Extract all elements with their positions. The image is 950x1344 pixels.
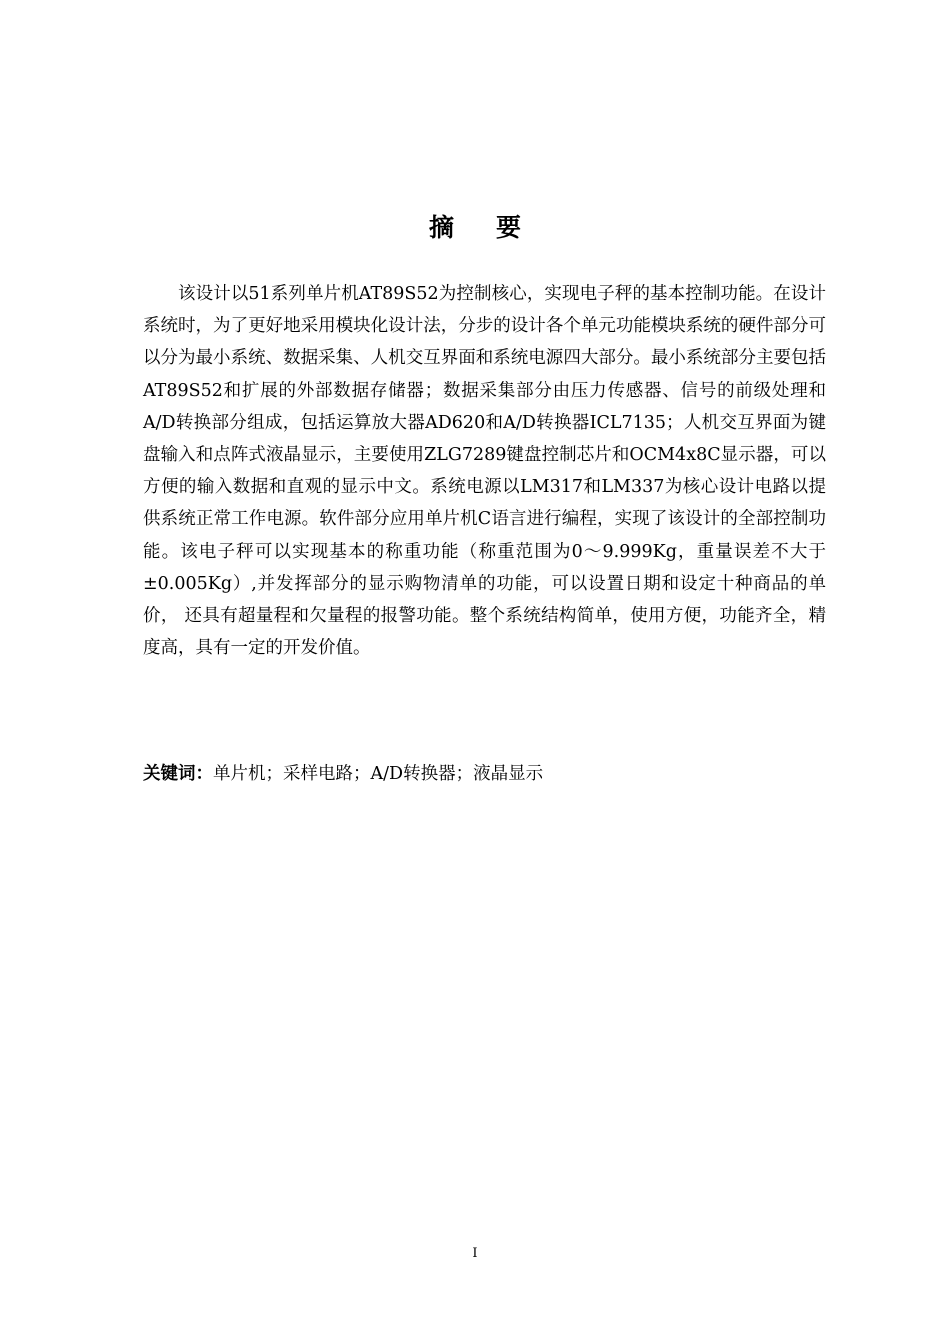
keywords-label: 关键词： (143, 764, 213, 784)
keywords-text: 单片机；采样电路；A/D转换器；液晶显示 (213, 764, 544, 784)
page-number: I (472, 1246, 478, 1261)
abstract-title: 摘要 (428, 213, 563, 242)
keywords-line (143, 760, 826, 788)
abstract-body: 该设计以51系列单片机AT89S52为控制核心，实现电子秤的基本控制功能。在设计系统时，为了更好地采用模块化设计法，分步的设计各个单元功能模块系统的硬件部分可以分为最小系统、数据采集、人机交互界面和系统电源四大部分。最小系统部分主要包括AT89S52和扩展的外部数据存储器；数据采集部分由压力传感器、信号的前级处理和A/D转换部分组成，包括运算放大器AD620和A/D转换器ICL7135；人机交互界面为键盘输入和点阵式液晶显示，主要使用ZLG7289键盘控制芯片和OCM4x8C显示器，可以方便的输入数据和直观的显示中文。系统电源以LM317和LM337为核心设计电路以提供系统正常工作电源。软件部分应用单片机C语言进行编程，实现了该设计的全部控制功能。该电子秤可以实现基本的称重功能（称重范围为0～9.999Kg，重量误差不大于±0.005Kg）,并发挥部分的显示购物清单的功能，可以设置日期和设定十种商品的单价， 还具有超量程和欠量程的报警功能。整个系统结构简单，使用方便，功能齐全，精度高，具有一定的开发价值。 (143, 284, 826, 659)
